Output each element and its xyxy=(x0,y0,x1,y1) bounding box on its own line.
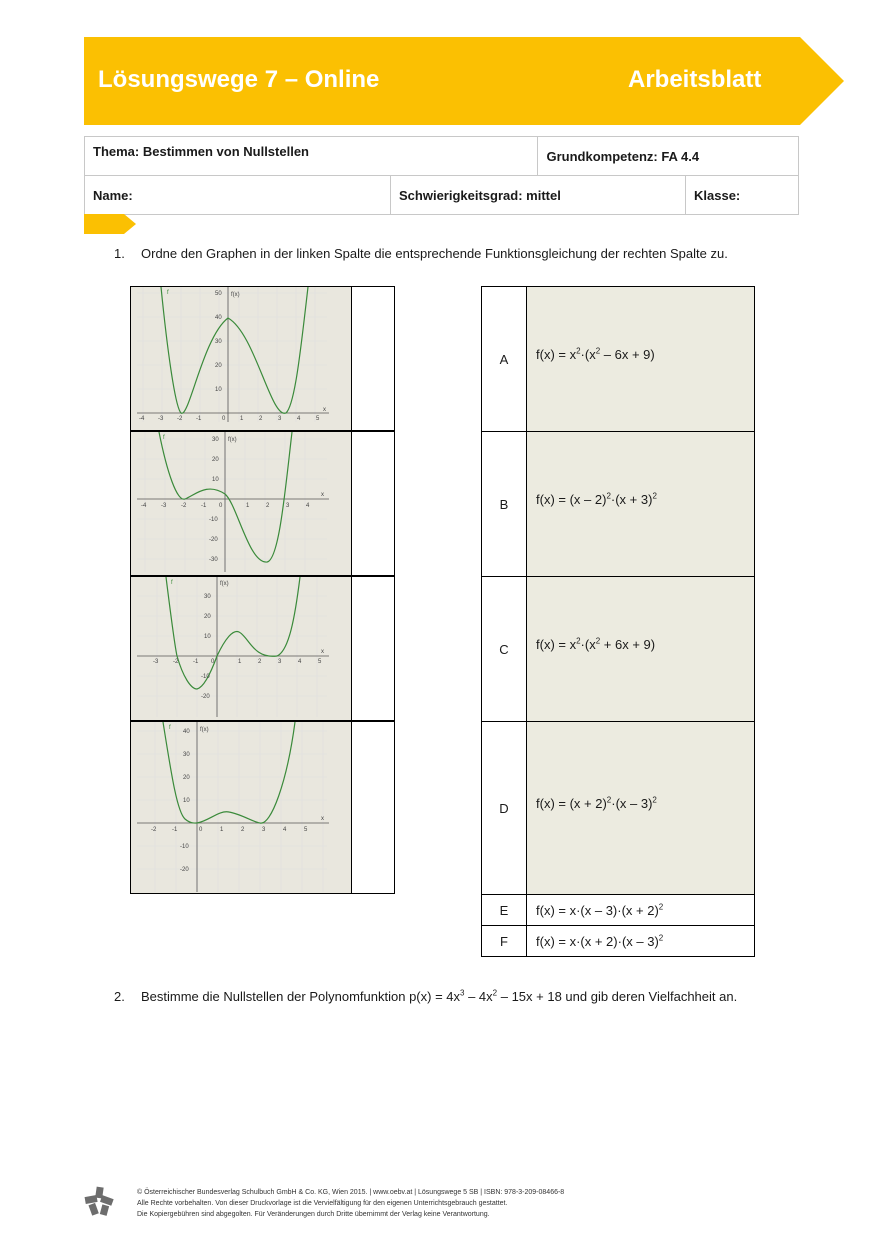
graph-1-xtick: 4 xyxy=(297,416,301,422)
graph-1-xtick: 0 xyxy=(222,416,226,422)
graph-1-xtick: -2 xyxy=(177,416,183,422)
footer xyxy=(137,1187,564,1220)
graph-2-xtick: -2 xyxy=(181,503,187,509)
option-label: E xyxy=(482,895,527,926)
option-row-c xyxy=(482,577,755,722)
graph-1-ytick: 20 xyxy=(215,363,222,369)
task-1-text: Ordne den Graphen in der linken Spalte die entsprechende Funktionsgleichung der rechten Spalte zu. xyxy=(141,246,728,261)
graph-4-ytick: 40 xyxy=(183,729,190,735)
answer-cell-4[interactable] xyxy=(352,721,395,894)
graph-2-xtick: 4 xyxy=(306,503,310,509)
graph-3-ylabel: f(x) xyxy=(220,581,229,587)
graph-cell-1 xyxy=(130,286,352,431)
graph-2-xtick: -1 xyxy=(201,503,207,509)
graph-cell-4 xyxy=(130,721,352,894)
graph-2-ytick: 20 xyxy=(212,457,219,463)
graph-2-ytick: -30 xyxy=(209,557,218,563)
publisher-logo-icon xyxy=(84,1186,114,1216)
graph-1 xyxy=(137,287,337,431)
option-row-d xyxy=(482,722,755,895)
graph-1-xtick: 5 xyxy=(316,416,320,422)
graph-2-ytick: 10 xyxy=(212,477,219,483)
graph-3-xtick: 0 xyxy=(211,659,215,665)
option-equation: $f(x) = (x - 2)^2\cdot(x + 3)^2$ xyxy=(527,432,755,577)
graph-3-xtick: 5 xyxy=(318,659,322,665)
option-equation: $f(x) = x^2\cdot(x^2 + 6x + 9)$ xyxy=(527,577,755,722)
graph-3 xyxy=(137,577,337,721)
graph-2-ytick: 30 xyxy=(212,437,219,443)
name-cell[interactable]: Name: xyxy=(85,176,391,215)
graph-3-ytick: 10 xyxy=(204,634,211,640)
graph-3-ytick: 30 xyxy=(204,594,211,600)
graph-4-xtick: -1 xyxy=(172,827,178,833)
option-label: D xyxy=(482,722,527,895)
option-row-e xyxy=(482,895,755,926)
graph-2-label: f xyxy=(163,435,165,441)
equation-table xyxy=(481,286,755,957)
graph-3-xtick: -1 xyxy=(193,659,199,665)
graph-4-ytick: -20 xyxy=(180,867,189,873)
document-type: Arbeitsblatt xyxy=(628,66,762,93)
graph-2-xtick: 2 xyxy=(266,503,270,509)
graph-1-xtick: -4 xyxy=(139,416,145,422)
graph-1-xtick: -1 xyxy=(196,416,202,422)
graph-2-xtick: -3 xyxy=(161,503,167,509)
graph-4-label: f xyxy=(169,725,171,731)
graph-4-xtick: -2 xyxy=(151,827,157,833)
footer-fees: Die Kopiergebühren sind abgegolten. Für Veränderungen durch Dritte übernimmt der Verlag keine Verantwortung. xyxy=(137,1211,490,1218)
graph-cell-3 xyxy=(130,576,352,721)
graph-4 xyxy=(137,722,337,894)
difficulty-cell: Schwierigkeitsgrad: mittel xyxy=(391,176,686,215)
graph-4-ytick: 20 xyxy=(183,775,190,781)
graph-1-ytick: 40 xyxy=(215,315,222,321)
graph-4-xtick: 3 xyxy=(262,827,266,833)
answer-cell-1[interactable] xyxy=(352,286,395,431)
graph-2-xtick: 1 xyxy=(246,503,250,509)
graph-4-ylabel: f(x) xyxy=(200,727,209,733)
topic-cell: Thema: Bestimmen von Nullstellen xyxy=(85,137,538,176)
yellow-tag-marker xyxy=(84,214,136,234)
option-equation: $f(x) = x^2\cdot(x^2 - 6x + 9)$ xyxy=(527,287,755,432)
option-label: B xyxy=(482,432,527,577)
option-equation: f(x) = x·(x + 2)·(x – 3)$^2$ xyxy=(527,926,755,957)
graph-3-xtick: 1 xyxy=(238,659,242,665)
graph-2-ytick: -20 xyxy=(209,537,218,543)
graph-4-xtick: 0 xyxy=(199,827,203,833)
option-label: F xyxy=(482,926,527,957)
competence-cell: Grundkompetenz: FA 4.4 xyxy=(538,137,799,176)
footer-copyright: © Österreichischer Bundesverlag Schulbuch GmbH & Co. KG, Wien 2015. | www.oebv.at | Lösungswege 5 SB | ISBN: 978-3-209-08466-8 xyxy=(137,1189,565,1196)
graph-1-ytick: 30 xyxy=(215,339,222,345)
graph-3-xtick: 4 xyxy=(298,659,302,665)
graph-2-xlabel: x xyxy=(321,492,324,498)
option-row-b xyxy=(482,432,755,577)
class-cell[interactable]: Klasse: xyxy=(686,176,799,215)
graph-2-ylabel: f(x) xyxy=(228,437,237,443)
option-label: C xyxy=(482,577,527,722)
graph-1-xtick: 3 xyxy=(278,416,282,422)
graph-4-xlabel: x xyxy=(321,816,324,822)
task-1-number: 1. xyxy=(114,246,125,261)
graph-1-xtick: -3 xyxy=(158,416,164,422)
graph-1-xtick: 1 xyxy=(240,416,244,422)
option-row-a xyxy=(482,287,755,432)
graph-1-ytick: 50 xyxy=(215,291,222,297)
graph-2 xyxy=(137,432,337,576)
task-2-text: Bestimme die Nullstellen der Polynomfunktion $p(x) = 4x^3 - 4x^2 - 15x + 18$ und gib deren Vielfachheit an. xyxy=(141,988,738,1004)
option-equation: $f(x) = x\cdot(x - 3)\cdot(x + 2)^2$ xyxy=(527,895,755,926)
graph-3-xtick: 3 xyxy=(278,659,282,665)
graph-1-label: f xyxy=(167,290,169,296)
graph-4-ytick: -10 xyxy=(180,844,189,850)
option-equation: $f(x) = (x + 2)^2\cdot(x - 3)^2$ xyxy=(527,722,755,895)
task-2-number: 2. xyxy=(114,989,125,1004)
graph-3-xtick: 2 xyxy=(258,659,262,665)
graph-2-xtick: 0 xyxy=(219,503,223,509)
graph-2-xtick: -4 xyxy=(141,503,147,509)
graph-1-ytick: 10 xyxy=(215,387,222,393)
graph-4-ytick: 30 xyxy=(183,752,190,758)
graph-3-xtick: -2 xyxy=(173,659,179,665)
graph-3-ytick: 20 xyxy=(204,614,211,620)
graph-4-xtick: 4 xyxy=(283,827,287,833)
worksheet-title: Lösungswege 7 – Online xyxy=(98,66,380,93)
graph-2-ytick: -10 xyxy=(209,517,218,523)
graph-3-label: f xyxy=(171,580,173,586)
answer-cell-2[interactable] xyxy=(352,431,395,576)
option-row-f xyxy=(482,926,755,957)
info-table xyxy=(84,136,799,215)
graph-4-xtick: 1 xyxy=(220,827,224,833)
graph-3-xlabel: x xyxy=(321,649,324,655)
graph-1-ylabel: f(x) xyxy=(231,292,240,298)
graph-3-ytick: -10 xyxy=(201,674,210,680)
graph-4-xtick: 5 xyxy=(304,827,308,833)
answer-cell-3[interactable] xyxy=(352,576,395,721)
graph-3-ytick: -20 xyxy=(201,694,210,700)
footer-rights: Alle Rechte vorbehalten. Von dieser Druckvorlage ist die Vervielfältigung für den eigenen Unterrichtsgebrauch gestattet. xyxy=(137,1200,508,1207)
option-label: A xyxy=(482,287,527,432)
graph-cell-2 xyxy=(130,431,352,576)
graph-4-ytick: 10 xyxy=(183,798,190,804)
graph-1-xtick: 2 xyxy=(259,416,263,422)
graph-3-xtick: -3 xyxy=(153,659,159,665)
graph-1-xlabel: x xyxy=(323,407,326,413)
graph-2-xtick: 3 xyxy=(286,503,290,509)
graph-4-xtick: 2 xyxy=(241,827,245,833)
